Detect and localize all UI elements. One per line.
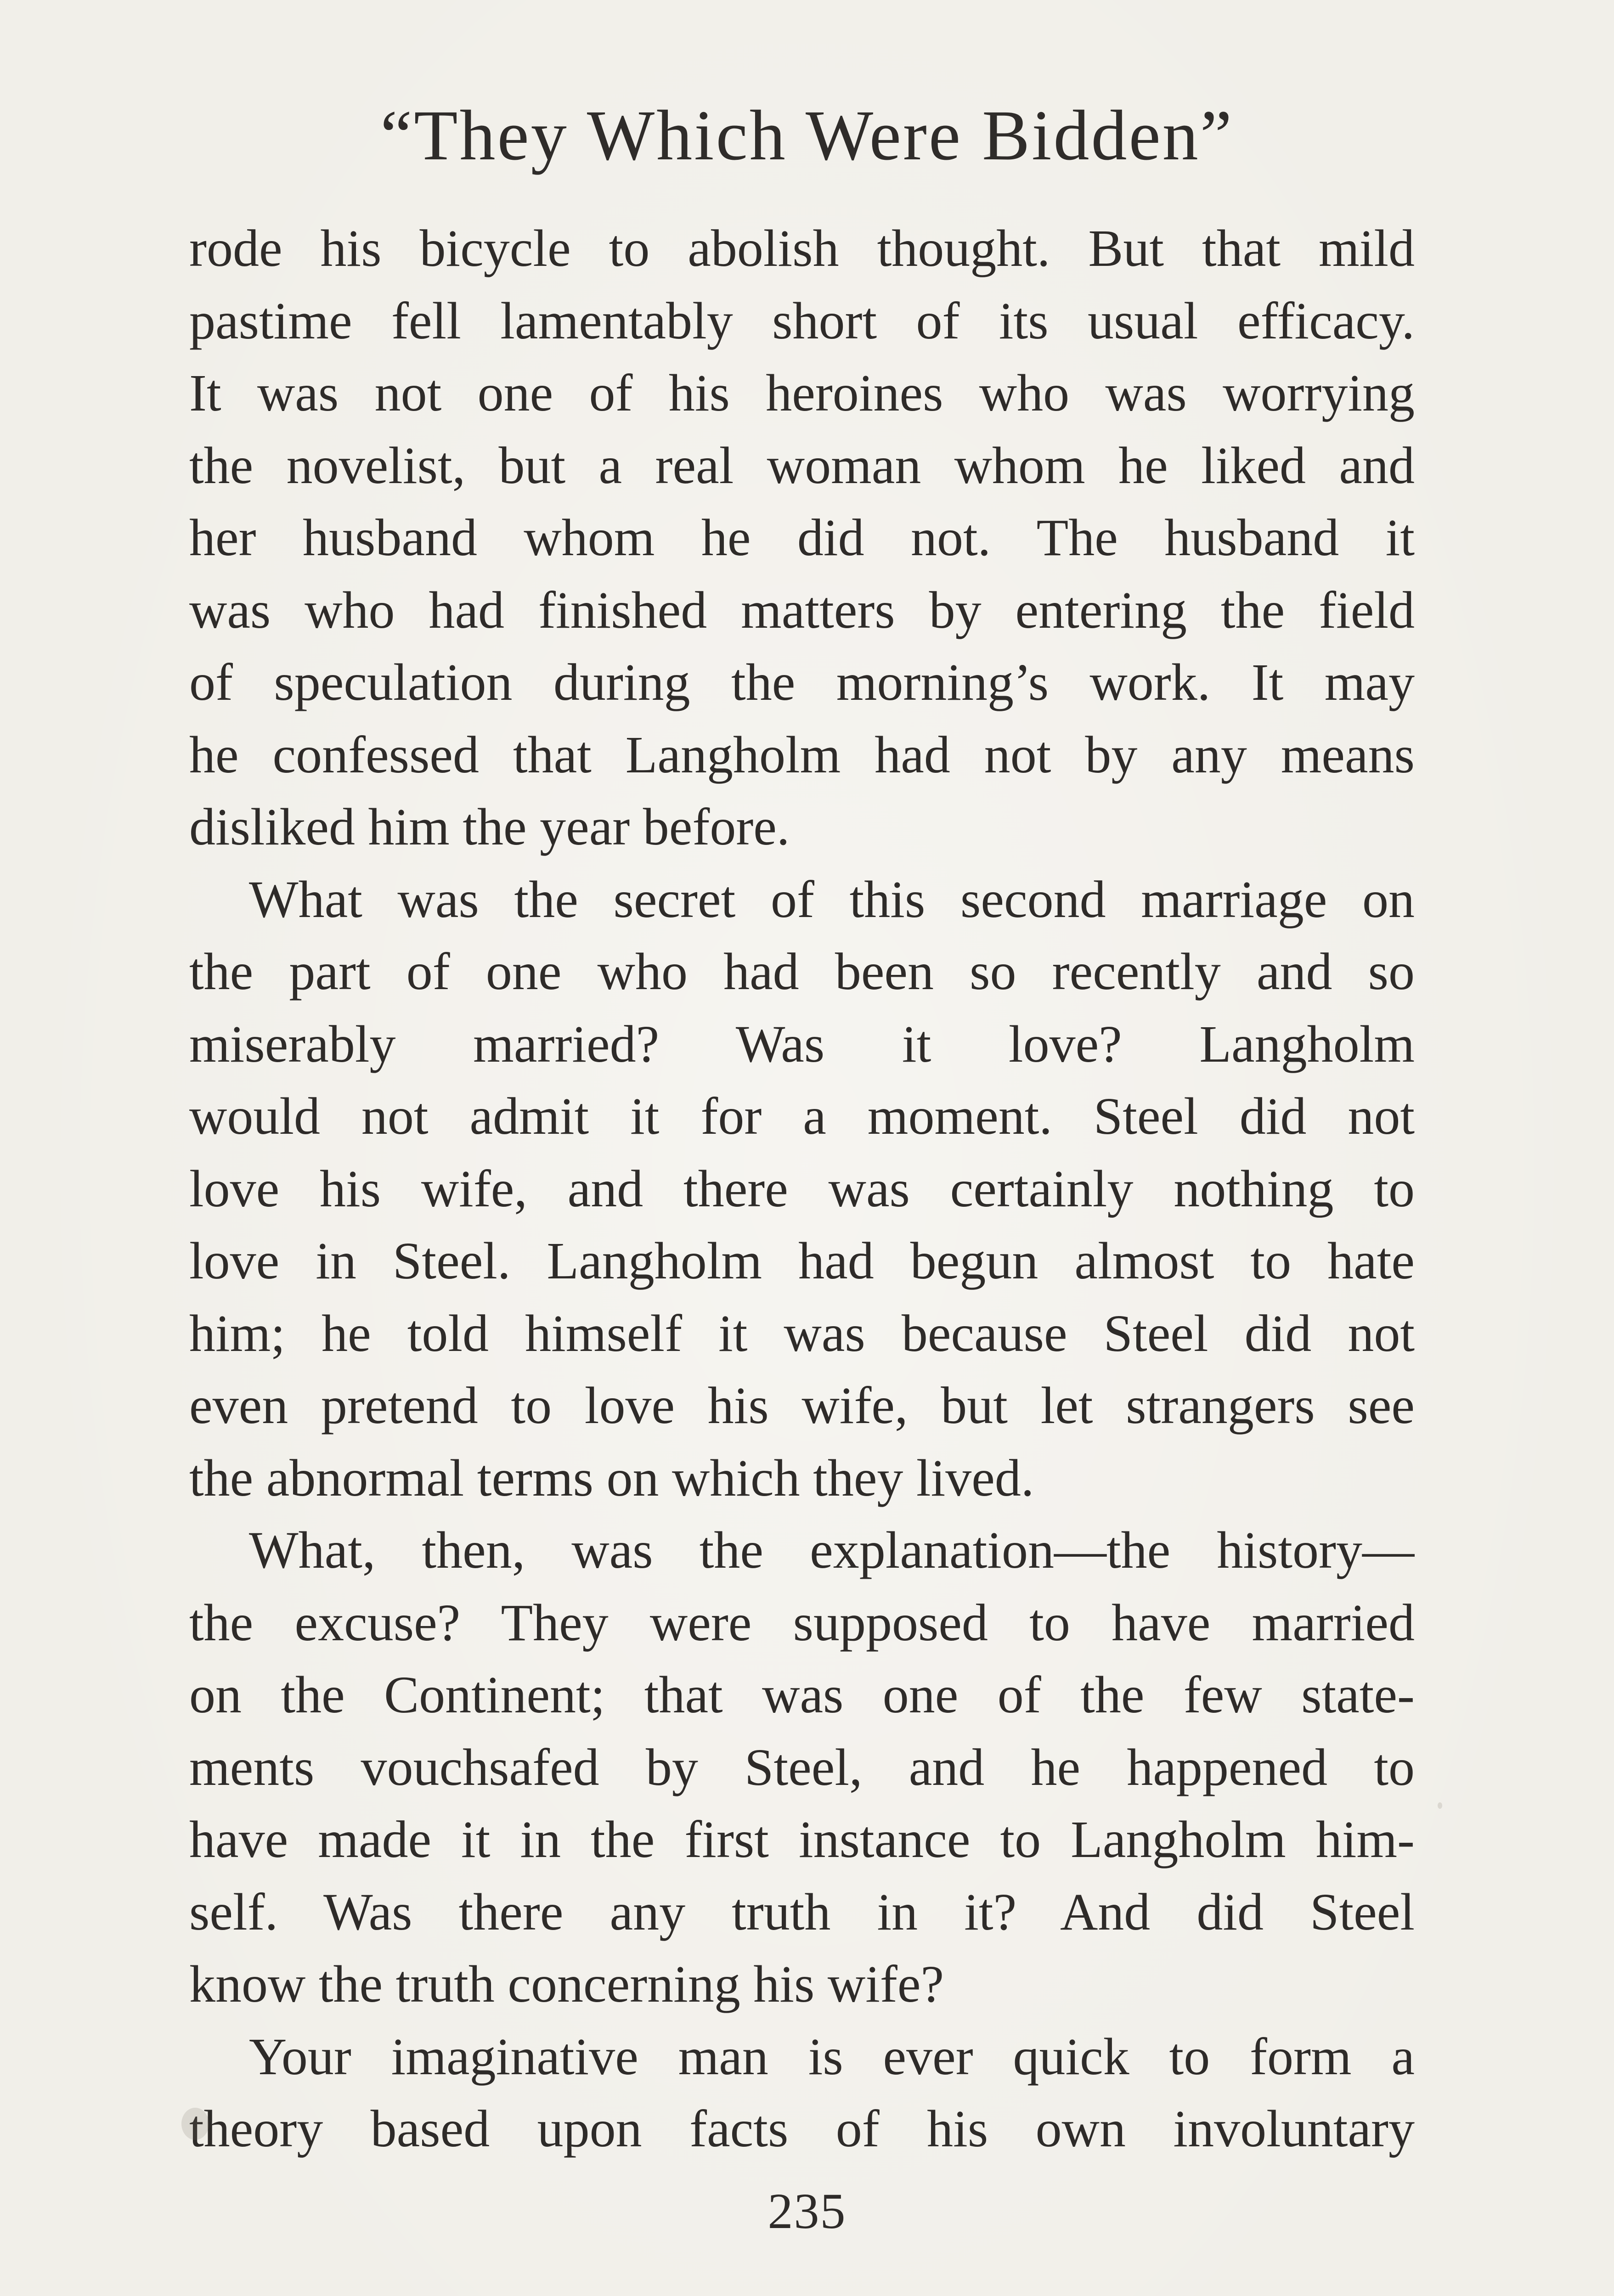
paragraph-start-line: What, then, was the explanation—the history— — [249, 1521, 1415, 1579]
text-line: have made it in the first instance to Langholm him- — [189, 1810, 1415, 1868]
text-line: love in Steel. Langholm had begun almost to hate — [189, 1232, 1415, 1290]
text-line: theory based upon facts of his own involuntary — [189, 2099, 1415, 2158]
text-line: was who had finished matters by entering the field — [189, 580, 1415, 639]
running-head: “They Which Were Bidden” — [380, 96, 1234, 175]
paragraph-end-line: the abnormal terms on which they lived. — [189, 1448, 1034, 1507]
text-line: her husband whom he did not. The husband it — [189, 508, 1415, 567]
text-line: he confessed that Langholm had not by any means — [189, 725, 1415, 784]
paper-blemish — [1438, 1802, 1442, 1809]
text-line: self. Was there any truth in it? And did Steel — [189, 1882, 1415, 1941]
text-line: the novelist, but a real woman whom he liked and — [189, 436, 1415, 495]
text-line: It was not one of his heroines who was worrying — [189, 364, 1415, 422]
text-line: pastime fell lamentably short of its usual efficacy. — [189, 291, 1415, 350]
text-line: love his wife, and there was certainly nothing to — [189, 1159, 1415, 1218]
text-line: the part of one who had been so recently and so — [189, 942, 1415, 1001]
text-line: the excuse? They were supposed to have married — [189, 1593, 1415, 1652]
text-line: even pretend to love his wife, but let strangers see — [189, 1376, 1415, 1435]
paragraph-start-line: What was the secret of this second marriage on — [249, 870, 1415, 929]
text-line: on the Continent; that was one of the few state- — [189, 1666, 1415, 1724]
text-line: ments vouchsafed by Steel, and he happened to — [189, 1738, 1415, 1796]
text-line: rode his bicycle to abolish thought. But that mild — [189, 219, 1415, 277]
paragraph-end-line: disliked him the year before. — [189, 798, 790, 856]
page-number: 235 — [767, 2183, 847, 2239]
text-line: miserably married? Was it love? Langholm — [189, 1014, 1415, 1073]
text-line: him; he told himself it was because Steel did not — [189, 1304, 1415, 1362]
paper-blemish — [181, 2108, 209, 2140]
paragraph-start-line: Your imaginative man is ever quick to form a — [249, 2027, 1415, 2086]
text-line: would not admit it for a moment. Steel did not — [189, 1087, 1415, 1145]
text-line: of speculation during the morning’s work. It may — [189, 653, 1415, 711]
paragraph-end-line: know the truth concerning his wife? — [189, 1955, 944, 2013]
body-text — [189, 212, 1415, 2165]
